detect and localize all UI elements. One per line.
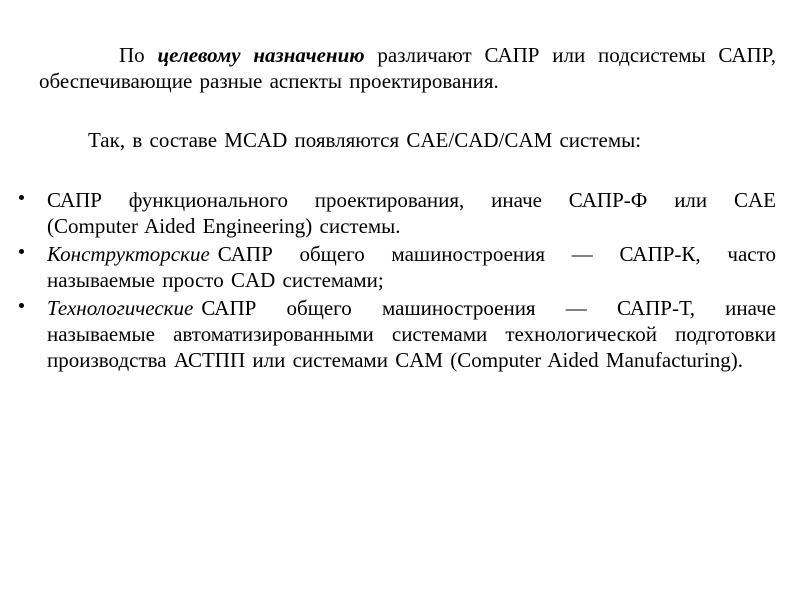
- bullet-icon: [19, 303, 24, 308]
- list-item-cae: [47, 187, 776, 239]
- bullet-line: [47, 295, 776, 321]
- intro-line-1: [39, 42, 776, 68]
- bullet-text: САПР общего машиностроения — САПР-К, часто: [217, 242, 776, 266]
- intro-paragraph: [39, 42, 776, 94]
- italic-lead-word: Технологические: [47, 296, 194, 320]
- bullet-line: [47, 241, 776, 267]
- bullet-line: производства АСТПП или системами CAM (Computer Aided Manufacturing).: [47, 348, 743, 372]
- intro-line-2: обеспечивающие разные аспекты проектирования.: [39, 69, 499, 93]
- intro-text-start: По: [119, 43, 158, 67]
- bullet-line: САПР функционального проектирования, иначе САПР-Ф или CAE: [47, 188, 776, 212]
- bullet-line: называемые автоматизированными системами технологической подготовки: [47, 322, 776, 346]
- emphasis-phrase: целевому назначению: [157, 43, 365, 67]
- list-item-cad: [47, 241, 776, 293]
- list-item-cam: [47, 295, 776, 373]
- italic-lead-word: Конструкторские: [47, 242, 210, 266]
- intro-text-end: различают САПР или подсистемы САПР,: [364, 43, 776, 67]
- bullet-icon: [19, 195, 24, 200]
- bullet-list: [39, 187, 776, 373]
- bullet-line: называемые просто CAD системами;: [47, 268, 384, 292]
- bullet-icon: [19, 249, 24, 254]
- bullet-line: (Computer Aided Engineering) системы.: [47, 214, 401, 238]
- slide-content: [39, 0, 776, 373]
- mcad-paragraph: Так, в составе MCAD появляются CAE/CAD/CAM системы:: [88, 128, 642, 152]
- bullet-text: САПР общего машиностроения — САПР-Т, иначе: [201, 296, 776, 320]
